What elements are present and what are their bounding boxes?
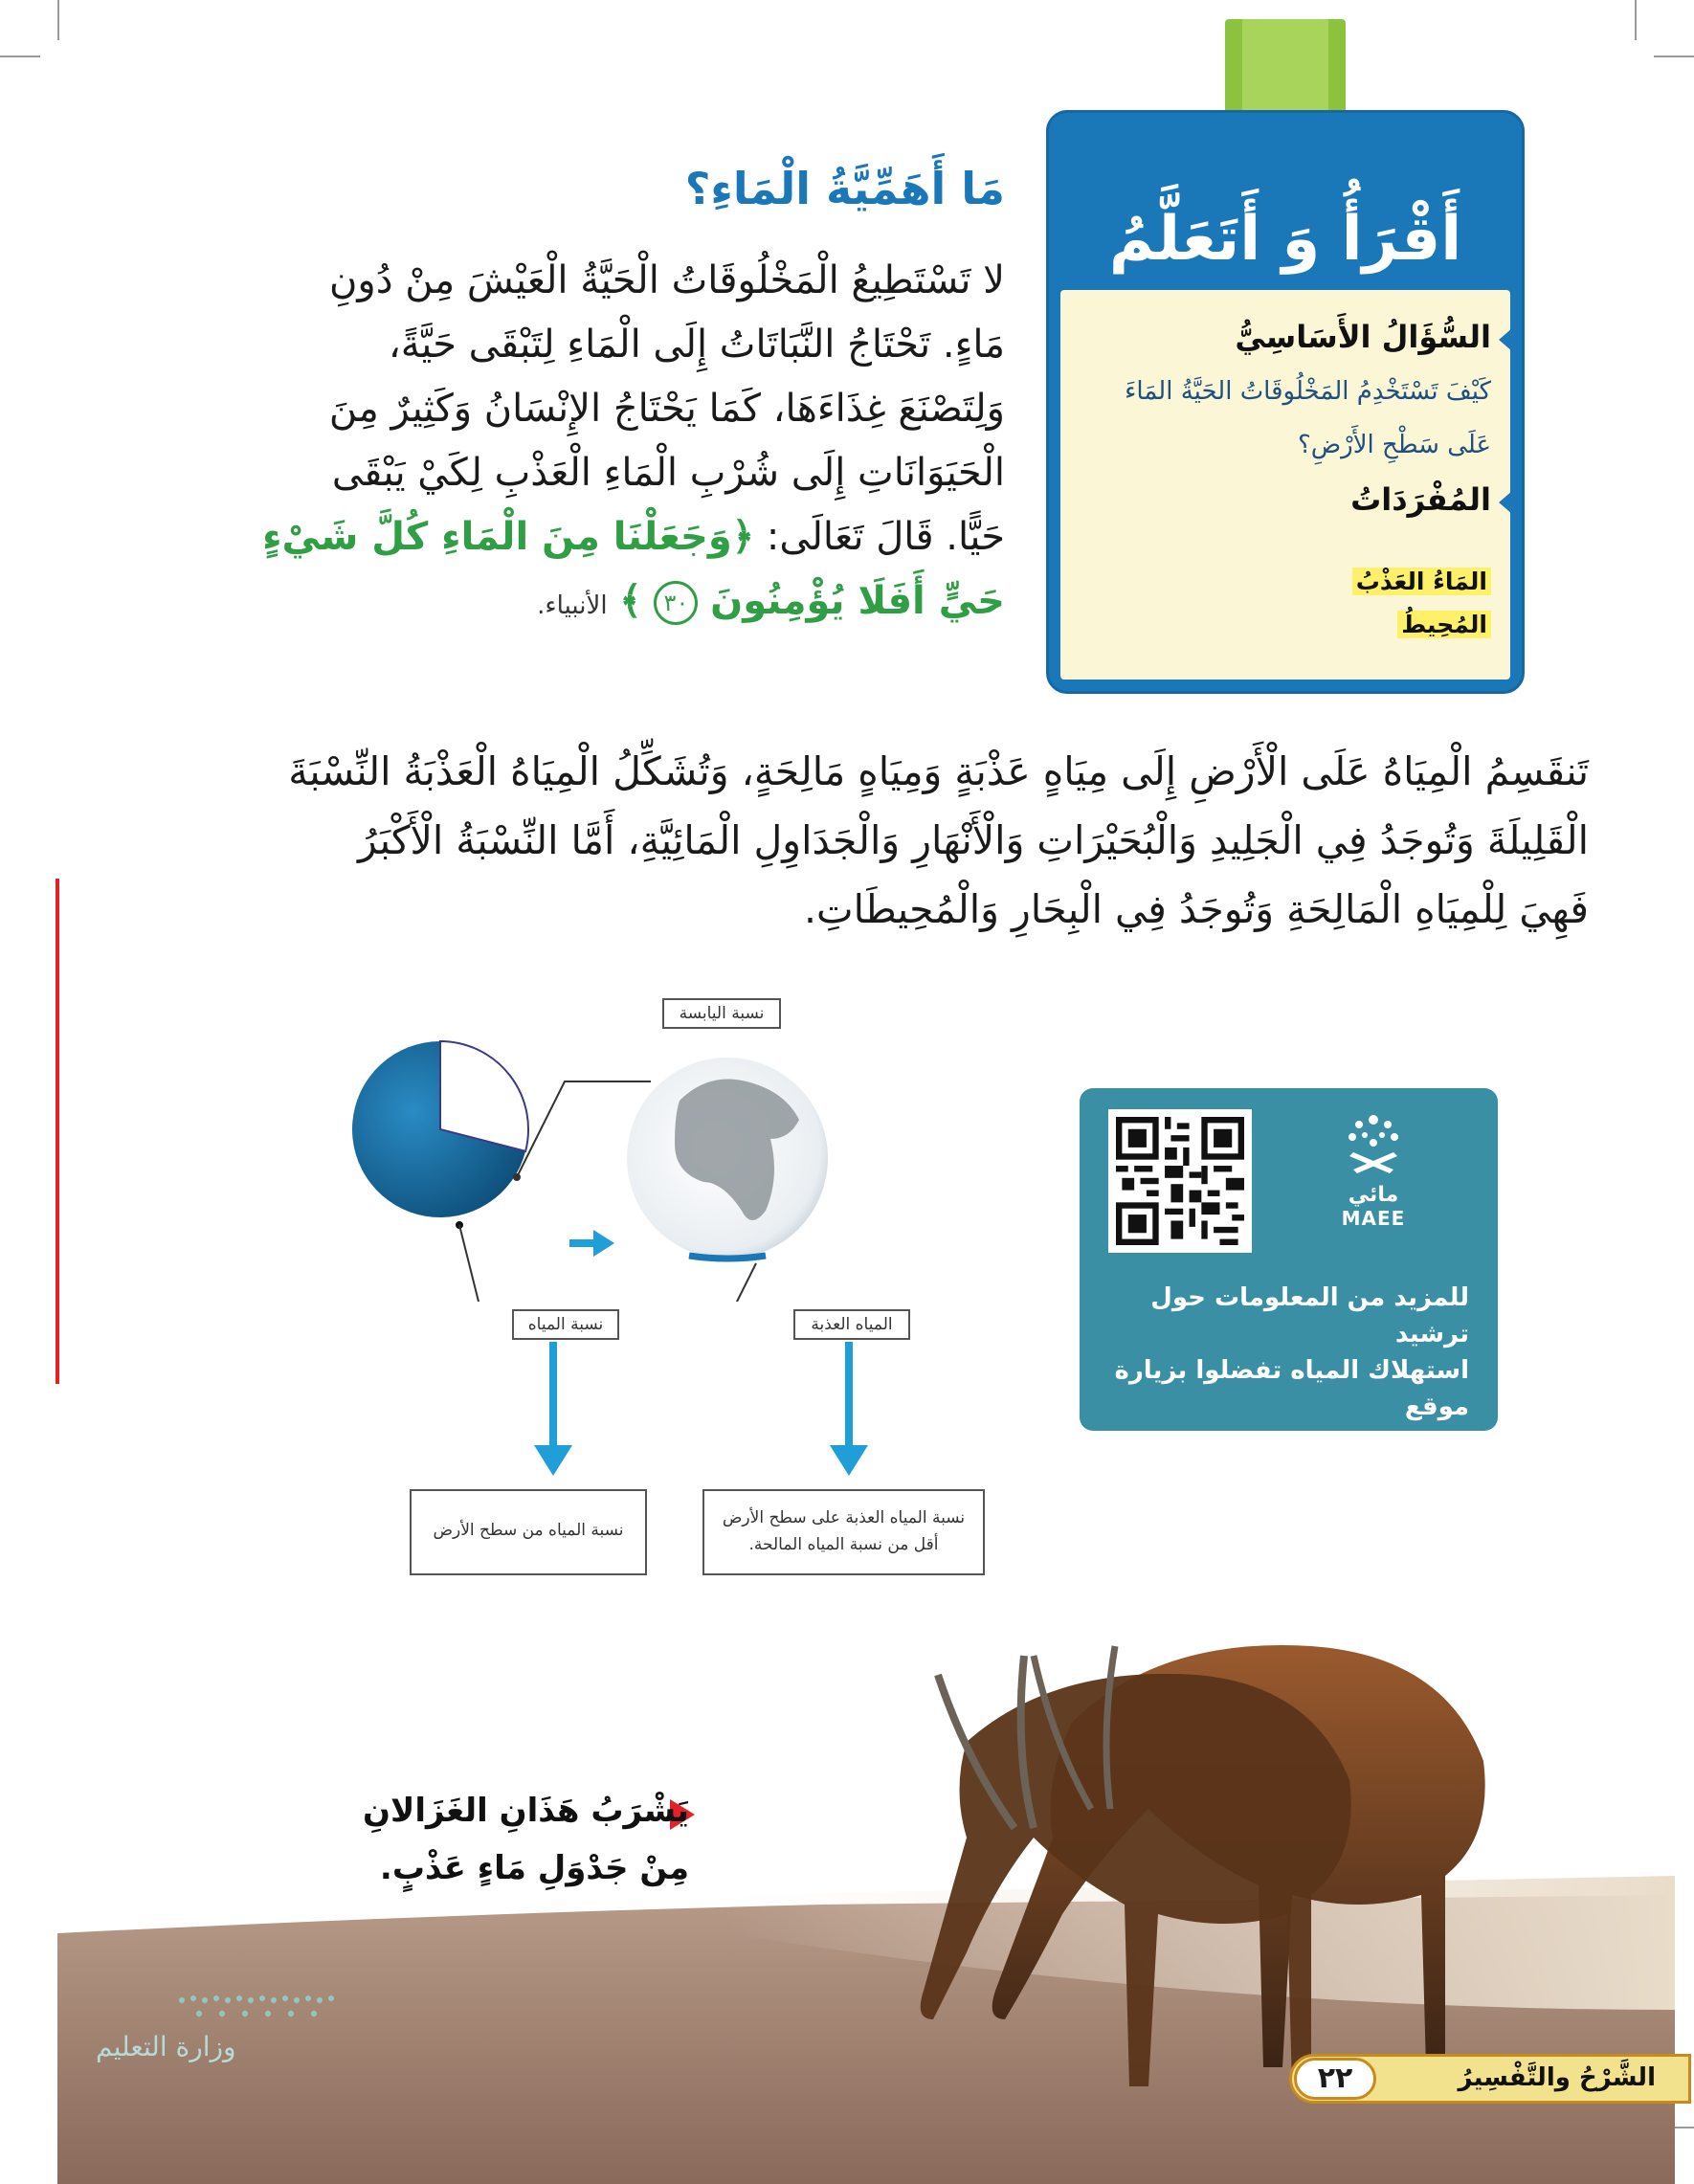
fresh-water-strip [689, 1256, 766, 1259]
margin-bar [56, 879, 59, 1384]
result-water: نسبة المياه من سطح الأرض [410, 1489, 647, 1575]
triangle-icon [1499, 491, 1512, 514]
verse-reference: الأنبياء. [537, 591, 608, 620]
paragraph-water-types: تَنقَسِمُ الْمِيَاهُ عَلَى الْأَرْضِ إِلَى مِيَاهٍ عَذْبَةٍ وَمِيَاهٍ مَالِحَةٍ، وَتُشَكِّلُ الْمِيَاهُ الْعَذْبَةُ النِّسْبَةَ الْقَلِيلَةَ وَتُوجَدُ فِي الْجَلِيدِ وَالْبُحَيْرَاتِ وَالْأَنْهَارِ وَالْجَدَاوِلِ الْمَائِيَّةِ، أَمَّا النِّسْبَةُ الْأَكْبَرُ فَهِيَ لِلْمِيَاهِ الْمَالِحَةِ وَتُوجَدُ فِي الْبِحَارِ وَالْمُحِيطَاتِ. [288, 748, 1589, 932]
vocab-term: المُحِيطُ [1397, 611, 1491, 638]
qr-pattern [1116, 1117, 1244, 1245]
verse-line: حَيٍّ أَفَلَا يُؤْمِنُونَ ٣٠ ﴾ الأنبياء. [537, 579, 1005, 623]
vocab-term: المَاءُ العَذْبُ [1352, 568, 1491, 595]
ministry-name: وزارة التعليم [96, 2031, 236, 2062]
caption-line: يَشْرَبُ هَذَانِ الغَزَالانِ [363, 1792, 689, 1830]
leader-line-fresh [727, 1263, 756, 1302]
maee-logo: مائي MAEE [1321, 1112, 1426, 1230]
read-and-learn-box [1046, 110, 1525, 694]
gazelles-icon [909, 1570, 1522, 2106]
maee-description: للمزيد من المعلومات حول ترشيد استهلاك المياه تفضلوا بزيارة موقع المركز الوطني لكفاءة وترشيد المياه. [1103, 1283, 1469, 1494]
crop-mark [1635, 0, 1637, 40]
vocabulary-heading: المُفْرَدَاتُ [1350, 481, 1491, 518]
triangle-icon [1499, 328, 1512, 351]
maee-info-box [1080, 1088, 1498, 1494]
qr-code-icon[interactable] [1108, 1109, 1252, 1253]
result-fresh-water: نسبة المياه العذبة على سطح الأرض أقل من نسبة المياه المالحة. [702, 1489, 985, 1575]
page-number: ٢٢ [1294, 2058, 1376, 2100]
quran-verse: ﴿وَجَعَلْنَا مِنَ الْمَاءِ كُلَّ شَيْءٍ [262, 515, 755, 559]
essential-question-heading: السُّؤَالُ الأَسَاسِيُّ [1235, 319, 1491, 355]
water-land-pie [352, 1041, 528, 1229]
caption-line: مِنْ جَدْوَلِ مَاءٍ عَذْبٍ. [379, 1849, 689, 1887]
water-diagram [306, 976, 976, 1302]
label-water: نسبة المياه [512, 1309, 619, 1340]
label-fresh-water: المياه العذبة [793, 1309, 910, 1340]
verse-line: حَيًّا. قَالَ تَعَالَى: ﴿وَجَعَلْنَا مِنَ الْمَاءِ كُلَّ شَيْءٍ [262, 515, 1005, 559]
crop-mark [0, 56, 40, 57]
crop-mark [1654, 56, 1694, 57]
leader-line-water [459, 1225, 483, 1302]
learn-box-content [1060, 290, 1510, 680]
section-question: مَا أَهَمِّيَّةُ الْمَاءِ؟ [684, 163, 1005, 214]
arrow-down-icon [549, 1342, 557, 1447]
water-drop-logo-icon [1340, 1112, 1407, 1179]
learn-box-title: أَقْرَأُ وَ أَتَعَلَّمُ [1108, 204, 1462, 275]
paragraph-intro: لا تَسْتَطِيعُ الْمَخْلُوقَاتُ الْحَيَّةُ الْعَيْشَ مِنْ دُونِ مَاءٍ. تَحْتَاجُ النَّبَاتَاتُ إِلَى الْمَاءِ لِتَبْقَى حَيَّةً، وَلِتَصْنَعَ غِذَاءَهَا، كَمَا يَحْتَاجُ الإِنْسَانُ وَكَثِيرٌ مِنَ الْحَيَوَانَاتِ إِلَى شُرْبِ الْمَاءِ الْعَذْبِ لِكَيْ يَبْقَى حَيًّا. قَالَ تَعَالَى: ﴿وَجَعَلْنَا مِنَ الْمَاءِ كُلَّ شَيْءٍ حَيٍّ أَفَلَا يُؤْمِنُونَ ٣٠ ﴾ الأنبياء. [239, 249, 1005, 638]
page-section-label: الشَّرْحُ والتَّفْسِيرُ [1458, 2063, 1656, 2092]
label-land: نسبة اليابسة [662, 998, 781, 1029]
arrow-right-head [593, 1230, 614, 1257]
crop-mark [57, 0, 59, 40]
quran-verse: حَيٍّ أَفَلَا يُؤْمِنُونَ [710, 579, 1005, 623]
essential-question: كَيْفَ تَسْتَخْدِمُ المَخْلُوقَاتُ الحَيَّةُ المَاءَ عَلَى سَطْحِ الأَرْضِ؟ [1125, 377, 1491, 459]
ministry-logo-icon [172, 1991, 345, 2029]
arrow-down-icon [845, 1342, 853, 1447]
ayah-number-icon: ٣٠ [654, 581, 698, 625]
